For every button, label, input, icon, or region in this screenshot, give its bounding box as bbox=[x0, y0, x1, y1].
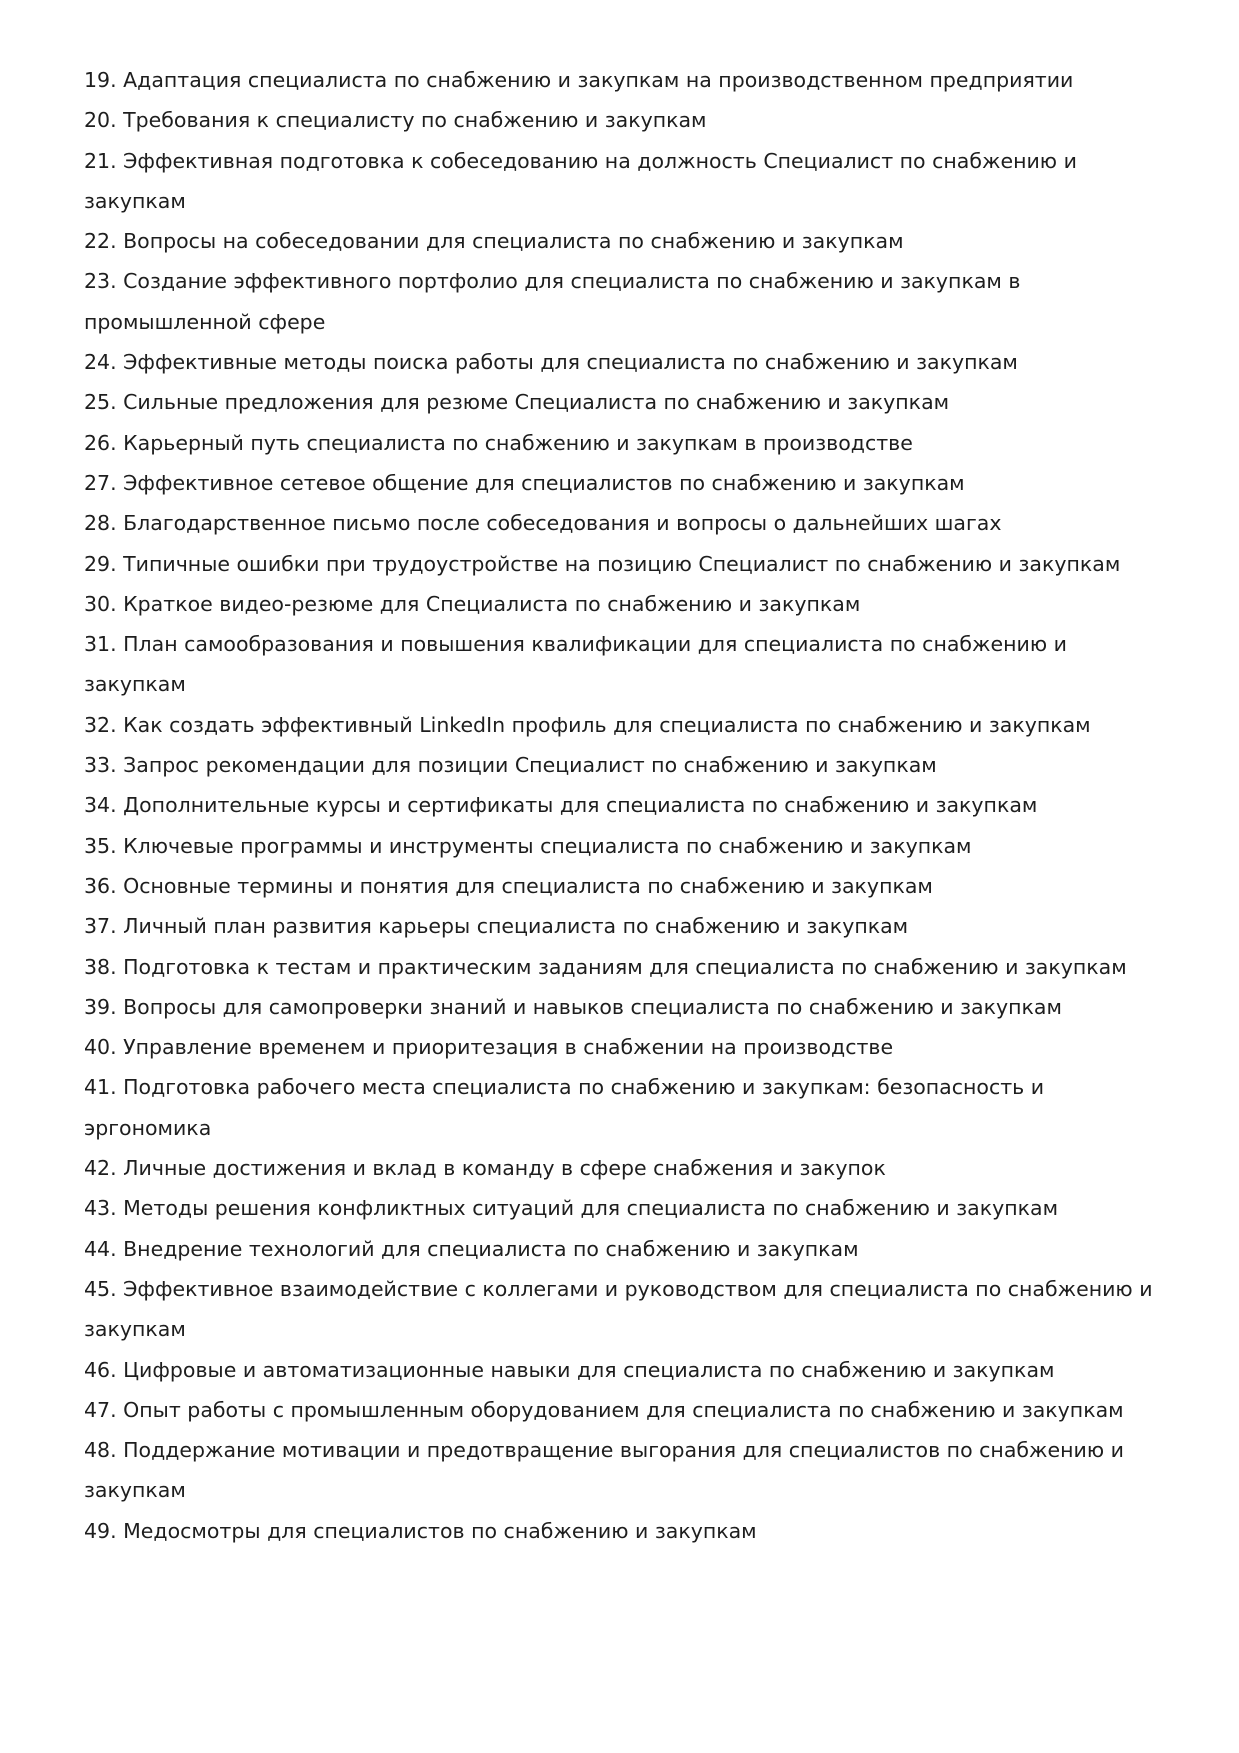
list-item: 42. Личные достижения и вклад в команду в сфере снабжения и закупок bbox=[84, 1156, 886, 1181]
list-item: 48. Поддержание мотивации и предотвращение выгорания для специалистов по снабжению и закупкам bbox=[84, 1438, 1124, 1503]
list-item: 24. Эффективные методы поиска работы для специалиста по снабжению и закупкам bbox=[84, 350, 1018, 375]
list-item: 36. Основные термины и понятия для специалиста по снабжению и закупкам bbox=[84, 873, 933, 898]
list-item: 38. Подготовка к тестам и практическим заданиям для специалиста по снабжению и закупкам bbox=[84, 954, 1127, 979]
list-item: 31. План самообразования и повышения квалификации для специалиста по снабжению и закупкам bbox=[84, 632, 1067, 697]
list-item: 21. Эффективная подготовка к собеседованию на должность Специалист по снабжению и закупкам bbox=[84, 148, 1077, 213]
document-page bbox=[84, 60, 1169, 1551]
list-item: 35. Ключевые программы и инструменты специалиста по снабжению и закупкам bbox=[84, 833, 972, 858]
list-item: 30. Краткое видео-резюме для Специалиста по снабжению и закупкам bbox=[84, 591, 861, 616]
list-item: 25. Сильные предложения для резюме Специалиста по снабжению и закупкам bbox=[84, 390, 950, 415]
list-item: 37. Личный план развития карьеры специалиста по снабжению и закупкам bbox=[84, 914, 909, 939]
list-item: 28. Благодарственное письмо после собеседования и вопросы о дальнейших шагах bbox=[84, 511, 1002, 536]
list-item: 40. Управление временем и приоритезация в снабжении на производстве bbox=[84, 1035, 894, 1060]
list-item: 45. Эффективное взаимодействие с коллегами и руководством для специалиста по снабжению и закупкам bbox=[84, 1276, 1153, 1342]
list-item: 23. Создание эффективного портфолио для специалиста по снабжению и закупкам в промышленной сфере bbox=[84, 269, 1021, 334]
list-item: 49. Медосмотры для специалистов по снабжению и закупкам bbox=[84, 1518, 757, 1543]
list-item: 22. Вопросы на собеседовании для специалиста по снабжению и закупкам bbox=[84, 229, 904, 254]
list-item: 46. Цифровые и автоматизационные навыки для специалиста по снабжению и закупкам bbox=[84, 1357, 1055, 1382]
list-item: 39. Вопросы для самопроверки знаний и навыков специалиста по снабжению и закупкам bbox=[84, 994, 1062, 1019]
list-item: 27. Эффективное сетевое общение для специалистов по снабжению и закупкам bbox=[84, 470, 965, 495]
list-item: 33. Запрос рекомендации для позиции Специалист по снабжению и закупкам bbox=[84, 753, 937, 778]
list-item: 29. Типичные ошибки при трудоустройстве на позицию Специалист по снабжению и закупкам bbox=[84, 551, 1121, 576]
list-item: 26. Карьерный путь специалиста по снабжению и закупкам в производстве bbox=[84, 430, 913, 455]
list-item: 47. Опыт работы с промышленным оборудованием для специалиста по снабжению и закупкам bbox=[84, 1397, 1124, 1422]
list-item: 41. Подготовка рабочего места специалиста по снабжению и закупкам: безопасность и эргономика bbox=[84, 1075, 1045, 1140]
list-item: 43. Методы решения конфликтных ситуаций для специалиста по снабжению и закупкам bbox=[84, 1196, 1059, 1221]
list-item: 34. Дополнительные курсы и сертификаты для специалиста по снабжению и закупкам bbox=[84, 793, 1038, 818]
list-item: 44. Внедрение технологий для специалиста по снабжению и закупкам bbox=[84, 1236, 859, 1261]
list-item: 19. Адаптация специалиста по снабжению и закупкам на производственном предприятии bbox=[84, 68, 1074, 92]
list-item: 20. Требования к специалисту по снабжению и закупкам bbox=[84, 108, 707, 133]
list-item: 32. Как создать эффективный LinkedIn профиль для специалиста по снабжению и закупкам bbox=[84, 712, 1091, 737]
